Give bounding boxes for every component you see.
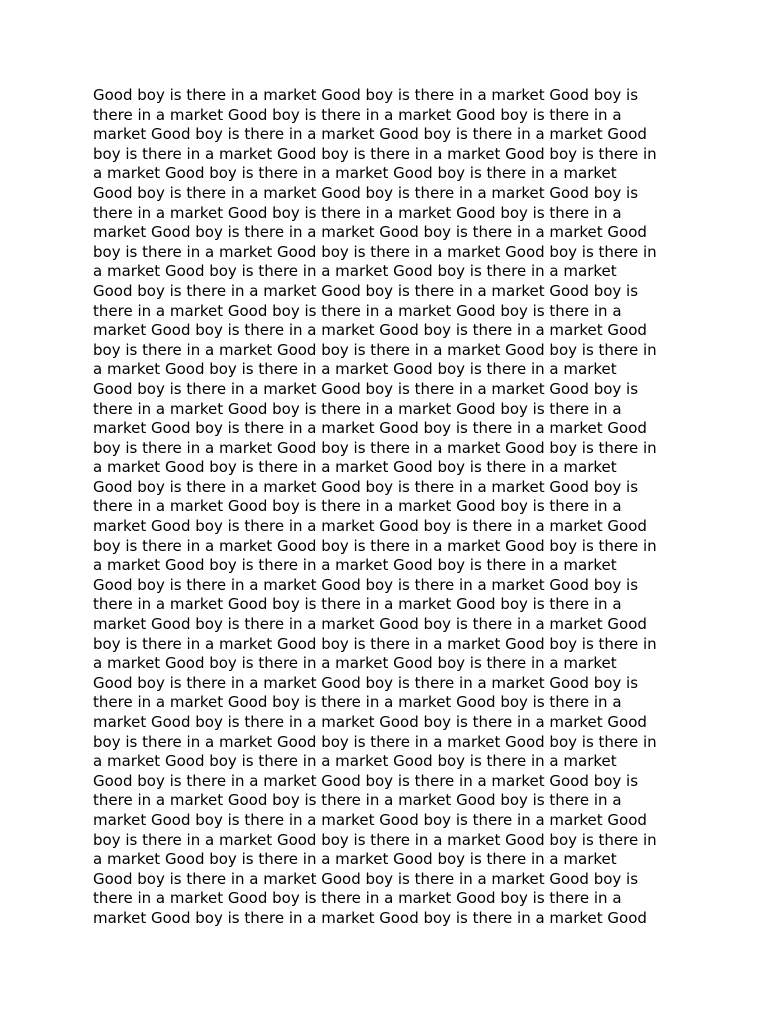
- text-line: market Good boy is there in a market Good boy is there in a market Good: [93, 908, 647, 927]
- body-paragraph: [93, 86, 683, 929]
- text-line: Good boy is there in a market Good boy is there in a market Good boy is: [93, 183, 639, 202]
- text-line: a market Good boy is there in a market Good boy is there in a market: [93, 360, 617, 379]
- text-line: boy is there in a market Good boy is there in a market Good boy is there in: [93, 438, 657, 457]
- text-line: boy is there in a market Good boy is there in a market Good boy is there in: [93, 242, 657, 261]
- text-line: Good boy is there in a market Good boy is there in a market Good boy is: [93, 379, 639, 398]
- text-line: Good boy is there in a market Good boy is there in a market Good boy is: [93, 281, 639, 300]
- text-line: Good boy is there in a market Good boy is there in a market Good boy is: [93, 869, 639, 888]
- text-line: a market Good boy is there in a market Good boy is there in a market: [93, 262, 617, 281]
- text-line: market Good boy is there in a market Good boy is there in a market Good: [93, 713, 647, 731]
- text-line: Good boy is there in a market Good boy is there in a market Good boy is: [93, 477, 639, 496]
- text-line: a market Good boy is there in a market Good boy is there in a market: [93, 458, 617, 477]
- text-line: there in a market Good boy is there in a market Good boy is there in a: [93, 301, 622, 320]
- text-line: there in a market Good boy is there in a market Good boy is there in a: [93, 497, 622, 516]
- text-line: market Good boy is there in a market Good boy is there in a market Good: [93, 321, 647, 340]
- text-line: a market Good boy is there in a market Good boy is there in a market: [93, 654, 617, 673]
- text-line: boy is there in a market Good boy is there in a market Good boy is there in: [93, 536, 657, 555]
- text-line: Good boy is there in a market Good boy is there in a market Good boy is: [93, 771, 639, 790]
- text-line: Good boy is there in a market Good boy is there in a market Good boy is: [93, 575, 639, 594]
- text-line: there in a market Good boy is there in a market Good boy is there in a: [93, 105, 622, 124]
- text-line: Good boy is there in a market Good boy is there in a market Good boy is: [93, 673, 639, 692]
- text-line: market Good boy is there in a market Good boy is there in a market Good: [93, 615, 647, 634]
- text-line: boy is there in a market Good boy is there in a market Good boy is there in: [93, 732, 657, 751]
- text-line: boy is there in a market Good boy is there in a market Good boy is there in: [93, 340, 657, 359]
- text-line: a market Good boy is there in a market Good boy is there in a market: [93, 164, 617, 183]
- text-line: there in a market Good boy is there in a market Good boy is there in a: [93, 399, 622, 418]
- text-line: a market Good boy is there in a market Good boy is there in a market: [93, 752, 617, 771]
- text-line: market Good boy is there in a market Good boy is there in a market Good: [93, 419, 647, 438]
- text-line: boy is there in a market Good boy is there in a market Good boy is there in: [93, 144, 657, 163]
- text-line: there in a market Good boy is there in a market Good boy is there in a: [93, 889, 622, 908]
- text-line: boy is there in a market Good boy is there in a market Good boy is there in: [93, 830, 657, 849]
- text-line: there in a market Good boy is there in a market Good boy is there in a: [93, 791, 622, 810]
- text-line: Good boy is there in a market Good boy is there in a market Good boy is: [93, 86, 639, 104]
- text-line: market Good boy is there in a market Good boy is there in a market Good: [93, 223, 647, 242]
- text-line: there in a market Good boy is there in a market Good boy is there in a: [93, 203, 622, 222]
- text-line: there in a market Good boy is there in a market Good boy is there in a: [93, 595, 622, 614]
- text-line: boy is there in a market Good boy is there in a market Good boy is there in: [93, 634, 657, 653]
- text-line: market Good boy is there in a market Good boy is there in a market Good: [93, 125, 647, 144]
- text-line: a market Good boy is there in a market Good boy is there in a market: [93, 556, 617, 575]
- text-line: market Good boy is there in a market Good boy is there in a market Good: [93, 810, 647, 829]
- text-line: market Good boy is there in a market Good boy is there in a market Good: [93, 517, 647, 536]
- text-line: there in a market Good boy is there in a market Good boy is there in a: [93, 693, 622, 712]
- text-line: a market Good boy is there in a market Good boy is there in a market: [93, 850, 617, 869]
